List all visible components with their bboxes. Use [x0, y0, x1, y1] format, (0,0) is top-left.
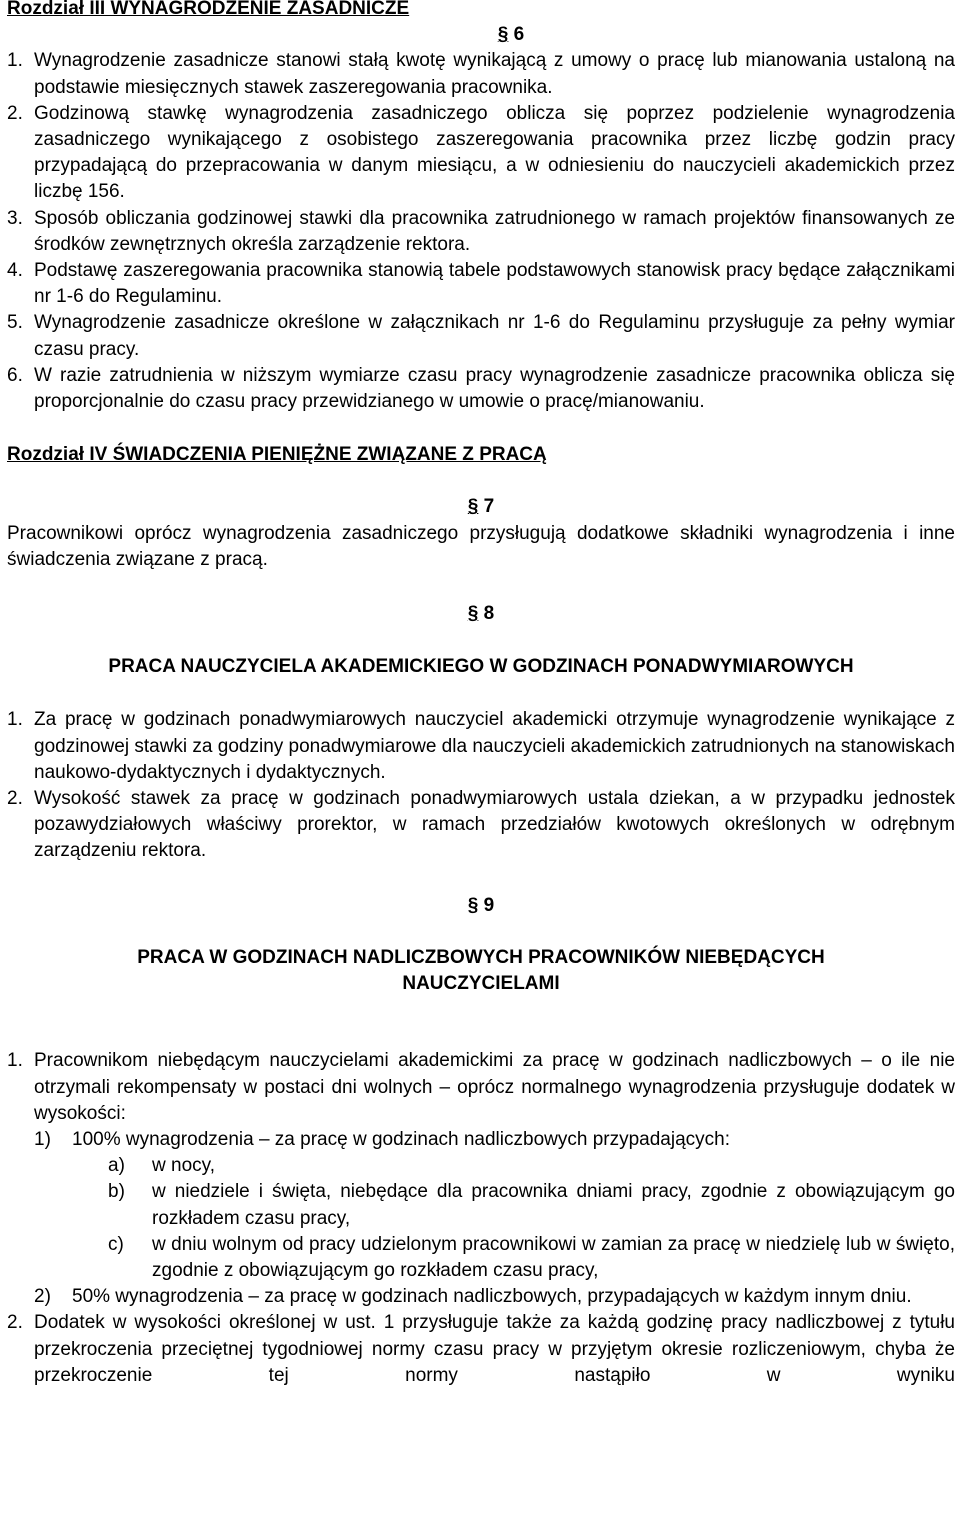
ch3-item-5	[7, 310, 955, 362]
item-number: 2.	[7, 788, 23, 810]
ch3-item-4	[7, 258, 955, 310]
chapter-3-heading: Rozdział III WYNAGRODZENIE ZASADNICZE	[7, 0, 410, 19]
subitem-text: 50% wynagrodzenia – za pracę w godzinach nadliczbowych, przypadających w każdym innym dniu.	[72, 1286, 912, 1308]
section-7-text: Pracownikowi oprócz wynagrodzenia zasadniczego przysługują dodatkowe składniki wynagrodzenia i inne świadczenia związane z pracą.	[7, 522, 955, 570]
letter-number: b)	[108, 1181, 125, 1203]
item-text: Wynagrodzenie zasadnicze określone w załącznikach nr 1-6 do Regulaminu przysługuje za pełny wymiar czasu pracy.	[34, 312, 955, 360]
section-sign-icon: §	[467, 894, 479, 916]
chapter-4-heading: Rozdział IV ŚWIADCZENIA PIENIĘŻNE ZWIĄZANE Z PRACĄ	[7, 444, 547, 466]
s8-item-2	[7, 786, 955, 865]
section-9-heading	[7, 893, 955, 919]
section-7-heading	[7, 494, 955, 520]
section-sign-icon: §	[467, 496, 479, 518]
item-text: W razie zatrudnienia w niższym wymiarze czasu pracy wynagrodzenie zasadnicze pracownika oblicza się proporcjonalnie do czasu pracy przewidzianego w umowie o pracę/mianowaniu.	[34, 364, 955, 413]
ch3-item-3	[7, 206, 955, 258]
section-9-title-line-1: PRACA W GODZINACH NADLICZBOWYCH PRACOWNIKÓW NIEBĘDĄCYCH	[137, 946, 825, 968]
s9-letter-c	[7, 1232, 955, 1284]
item-number: 5.	[7, 312, 23, 334]
s9-item-2	[7, 1310, 955, 1389]
section-number: 8	[483, 603, 495, 625]
subitem-number: 2)	[34, 1286, 51, 1308]
item-number: 3.	[7, 207, 23, 229]
item-number: 1.	[7, 709, 23, 731]
ch3-item-2	[7, 101, 955, 206]
s8-item-1	[7, 707, 955, 786]
section-8-title: PRACA NAUCZYCIELA AKADEMICKIEGO W GODZINACH PONADWYMIAROWYCH	[108, 656, 854, 678]
item-number: 2.	[7, 1312, 23, 1334]
letter-text: w niedziele i święta, niebędące dla pracownika dniami pracy, zgodnie z obowiązującym go rozkładem czasu pracy,	[152, 1181, 955, 1229]
section-6-heading	[7, 22, 955, 48]
item-text: Dodatek w wysokości określonej w ust. 1 przysługuje także za każdą godzinę pracy nadliczbowej z tytułu przekroczenia przeciętnej tygodniowej normy czasu pracy w przyjętym okresie rozliczeniowym, chyba że przekroczenie tej normy nastąpiło w wyniku	[34, 1312, 955, 1386]
letter-text: w nocy,	[152, 1155, 216, 1177]
section-number: 7	[483, 496, 495, 518]
item-text: Wysokość stawek za pracę w godzinach ponadwymiarowych ustala dziekan, a w przypadku jednostek pozawydziałowych właściwy prorektor, w ramach przedziałów kwotowych określonych w odrębnym zarządzeniu rektora.	[34, 788, 955, 862]
item-text: Godzinową stawkę wynagrodzenia zasadniczego oblicza się poprzez podzielenie wynagrodzenia zasadniczego wynikającego z osobistego zaszeregowania pracownika przez liczbę godzin pracy przypadającą do przepracowania w danym miesiącu, a w odniesieniu do nauczycieli akademickich przez liczbę 156.	[34, 102, 955, 203]
section-9-title-line-2: NAUCZYCIELAMI	[402, 973, 560, 995]
ch3-item-1	[7, 48, 955, 100]
item-text: Sposób obliczania godzinowej stawki dla pracownika zatrudnionego w ramach projektów finansowanych ze środków zewnętrznych określa zarządzenie rektora.	[34, 207, 955, 255]
item-number: 2.	[7, 102, 23, 124]
item-text: Podstawę zaszeregowania pracownika stanowią tabele podstawowych stanowisk pracy będące załącznikami nr 1-6 do Regulaminu.	[34, 260, 955, 308]
s9-letter-a	[7, 1153, 955, 1179]
s9-letter-b	[7, 1179, 955, 1231]
section-number: 9	[483, 894, 495, 916]
item-number: 4.	[7, 260, 23, 282]
s9-subitem-1	[7, 1127, 955, 1153]
item-text: Za pracę w godzinach ponadwymiarowych nauczyciel akademicki otrzymuje wynagrodzenie wynikające z godzinowej stawki za godziny ponadwymiarowe dla nauczycieli akademickich zatrudnionych na stanowiskach naukowo-dydaktycznych i dydaktycznych.	[34, 709, 955, 783]
subitem-text: 100% wynagrodzenia – za pracę w godzinach nadliczbowych przypadających:	[72, 1128, 730, 1150]
letter-number: a)	[108, 1155, 125, 1177]
letter-number: c)	[108, 1233, 124, 1255]
letter-text: w dniu wolnym od pracy udzielonym pracownikowi w zamian za pracę w niedzielę lub w święto, zgodnie z obowiązującym go rozkładem czasu pracy,	[152, 1233, 955, 1281]
section-sign-icon: §	[467, 603, 479, 625]
s9-item-1	[7, 1048, 955, 1127]
s9-subitem-2	[7, 1284, 955, 1310]
section-number: 6	[513, 24, 525, 46]
document-page	[7, 0, 955, 1389]
item-number: 6.	[7, 364, 23, 386]
subitem-number: 1)	[34, 1128, 51, 1150]
item-number: 1.	[7, 50, 23, 72]
section-8-heading	[7, 601, 955, 627]
item-text: Wynagrodzenie zasadnicze stanowi stałą kwotę wynikającą z umowy o pracę lub mianowania ustaloną na podstawie miesięcznych stawek zaszeregowania pracownika.	[34, 50, 955, 98]
ch3-item-6	[7, 363, 955, 415]
item-number: 1.	[7, 1050, 23, 1072]
item-text: Pracownikom niebędącym nauczycielami akademickimi za pracę w godzinach nadliczbowych – o ile nie otrzymali rekompensaty w postaci dni wolnych – oprócz normalnego wynagrodzenia przysługuje dodatek w wysokości:	[34, 1050, 955, 1124]
section-sign-icon: §	[497, 24, 509, 46]
